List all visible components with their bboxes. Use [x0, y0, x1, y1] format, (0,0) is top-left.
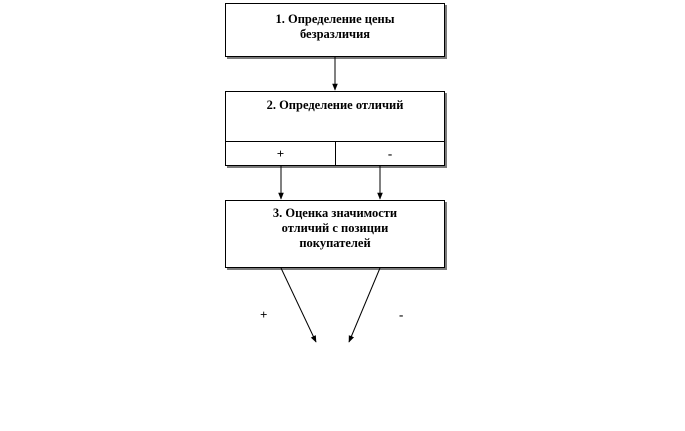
step2-plus-cell: +: [276, 146, 285, 161]
step2-minus-cell: -: [387, 146, 393, 161]
arrow-step3-minus-branch: [349, 268, 380, 342]
step1-label: 1. Определение цены безразличия: [275, 12, 395, 41]
step3-label: 3. Оценка значимости отличий с позиции покупателей: [272, 206, 398, 250]
arrow-step3-plus-branch: [281, 268, 316, 342]
outcome-minus-sign: -: [399, 307, 404, 322]
outcome-plus-sign: +: [260, 307, 268, 322]
step2-label: 2. Определение отличий: [266, 98, 404, 112]
